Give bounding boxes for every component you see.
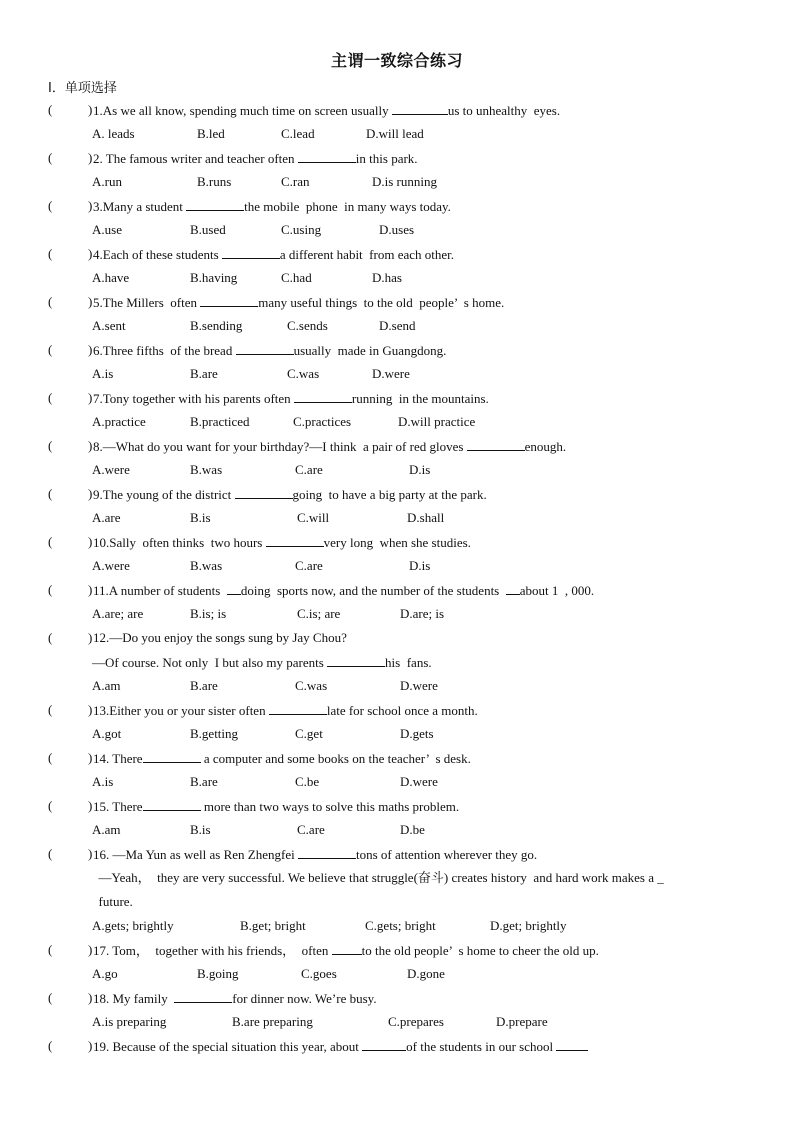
answer-paren-close: ) [88,798,93,813]
answer-blank [236,342,294,355]
answer-option: D.is running [372,174,437,189]
answer-option: C.are [295,462,323,477]
answer-option: D.prepare [496,1014,548,1029]
answer-option: C.goes [301,966,337,981]
question-text: us to unhealthy eyes. [447,103,561,118]
answer-blank [294,390,352,403]
answer-paren-open: ( [48,582,53,597]
answer-option: B.was [190,558,223,573]
question-text: 15. There [93,799,143,814]
question-text: his fans. [385,655,432,670]
answer-paren-close: ) [88,846,93,861]
answer-option: D.will lead [366,126,424,141]
answer-option: C.practices [293,414,352,429]
question-stem-line [93,846,537,863]
answer-blank [332,942,362,955]
answer-option: A.were [92,558,130,573]
question-stem-line [93,246,454,263]
question-stem-line [93,798,459,815]
question-stem-line [93,294,504,311]
answer-option: D.is [409,558,431,573]
question-text: tons of attention wherever they go. [355,847,538,862]
question-text: usually made in Guangdong. [293,343,447,358]
answer-paren-open: ( [48,198,53,213]
answer-option: B.practiced [190,414,250,429]
answer-paren-open: ( [48,846,53,861]
question-text: very long when she studies. [323,535,471,550]
question-stem-line [92,654,432,671]
question-text: enough. [524,439,567,454]
answer-option: C.gets; bright [365,918,436,933]
question-stem-line [93,750,471,767]
question-text: 17. Tom， together with his friends， often [93,943,332,958]
answer-blank [506,582,520,595]
answer-option: A.are; are [92,606,144,621]
answer-paren-open: ( [48,150,53,165]
question-text: 5.The Millers often [93,295,201,310]
answer-option: C.get [295,726,323,741]
question-text: 6.Three fifths of the bread [93,343,236,358]
answer-paren-open: ( [48,750,53,765]
answer-paren-close: ) [88,582,93,597]
answer-option: D.has [372,270,402,285]
answer-blank [362,1038,406,1051]
answer-option: B.having [190,270,238,285]
answer-blank [222,246,280,259]
answer-option: B.are [190,774,218,789]
answer-blank [235,486,293,499]
answer-paren-open: ( [48,630,53,645]
answer-paren-close: ) [88,102,93,117]
answer-option: C.was [295,678,328,693]
answer-option: A.run [92,174,122,189]
answer-paren-close: ) [88,390,93,405]
answer-option: A.is [92,366,114,381]
answer-paren-close: ) [88,990,93,1005]
answer-paren-open: ( [48,102,53,117]
answer-paren-close: ) [88,750,93,765]
answer-paren-open: ( [48,798,53,813]
answer-paren-close: ) [88,294,93,309]
question-text: 8.—What do you want for your birthday?—I think a pair of red gloves [93,439,467,454]
answer-option: A.were [92,462,130,477]
question-text: 13.Either you or your sister often [93,703,269,718]
question-stem-line [93,582,594,599]
question-text: —Yeah， they are very successful. We believe that struggle(奋斗) creates history and hard work makes a _ [92,870,664,885]
answer-option: A.are [92,510,121,525]
answer-paren-open: ( [48,1038,53,1053]
answer-paren-close: ) [88,438,93,453]
question-text: a different habit from each other. [279,247,454,262]
question-text: more than two ways to solve this maths problem. [200,799,460,814]
question-stem-line [93,942,599,959]
answer-option: C.will [297,510,330,525]
answer-blank [556,1038,588,1051]
answer-option: C.was [287,366,320,381]
answer-paren-close: ) [88,534,93,549]
question-stem-line [93,990,377,1007]
question-text: —Of course. Not only I but also my parents [92,655,328,670]
answer-option: D.gone [407,966,445,981]
question-text: 16. —Ma Yun as well as Ren Zhengfei [93,847,298,862]
answer-option: C.prepares [388,1014,444,1029]
question-text: the mobile phone in many ways today. [244,199,451,214]
answer-option: D.get; brightly [490,918,567,933]
answer-blank [266,534,324,547]
answer-option: C.lead [281,126,315,141]
answer-blank [200,294,258,307]
answer-option: B.used [190,222,226,237]
answer-paren-close: ) [88,702,93,717]
question-text: 10.Sally often thinks two hours [93,535,266,550]
answer-option: B.getting [190,726,239,741]
answer-option: B.led [197,126,225,141]
answer-option: C.sends [287,318,328,333]
answer-paren-close: ) [88,342,93,357]
question-text: 3.Many a student [93,199,187,214]
question-stem-line [93,390,489,407]
question-text: about 1 , 000. [519,583,595,598]
answer-option: B.is [190,510,211,525]
question-text: 7.Tony together with his parents often [93,391,294,406]
answer-blank [327,654,385,667]
question-stem-line [93,486,487,503]
answer-paren-open: ( [48,942,53,957]
answer-option: D.is [409,462,431,477]
answer-option: D.were [372,366,410,381]
answer-option: C.be [295,774,320,789]
answer-paren-close: ) [88,1038,93,1053]
answer-paren-open: ( [48,294,53,309]
question-stem-line [93,342,446,359]
question-stem-line [93,534,471,551]
question-stem-line [92,870,664,886]
answer-blank [143,750,201,763]
answer-option: C.had [281,270,312,285]
question-text: in this park. [355,151,418,166]
answer-option: D.are; is [400,606,445,621]
question-text: going to have a big party at the park. [292,487,487,502]
question-stem-line [93,702,478,719]
answer-blank [227,582,241,595]
answer-option: A.go [92,966,118,981]
answer-option: D.be [400,822,425,837]
question-text: 4.Each of these students [93,247,222,262]
question-stem-line [93,102,560,119]
question-text: for dinner now. We’re busy. [232,991,377,1006]
answer-blank [298,846,356,859]
question-text: 18. My family [93,991,175,1006]
question-text: doing sports now, and the number of the students [240,583,506,598]
question-text: 9.The young of the district [93,487,235,502]
answer-paren-open: ( [48,390,53,405]
answer-option: D.gets [400,726,434,741]
answer-option: D.will practice [398,414,476,429]
question-stem-line [93,198,451,215]
answer-option: B.is [190,822,211,837]
answer-blank [467,438,525,451]
question-stem-line [93,1038,588,1055]
question-text: of the students in our school [406,1039,557,1054]
answer-option: A. leads [92,126,135,141]
answer-paren-open: ( [48,342,53,357]
answer-option: A.am [92,678,121,693]
question-text: 2. The famous writer and teacher often [93,151,298,166]
answer-paren-open: ( [48,702,53,717]
answer-option: B.are preparing [232,1014,313,1029]
answer-paren-open: ( [48,246,53,261]
question-text: 11.A number of students [93,583,227,598]
question-text: to the old people’ s home to cheer the old up. [361,943,599,958]
answer-paren-open: ( [48,990,53,1005]
answer-paren-open: ( [48,534,53,549]
answer-paren-close: ) [88,630,93,645]
answer-option: C.are [297,822,325,837]
answer-option: B.was [190,462,223,477]
answer-option: A.got [92,726,122,741]
answer-paren-close: ) [88,198,93,213]
section-heading: I．单项选择 [48,81,117,96]
answer-paren-close: ) [88,246,93,261]
answer-option: D.uses [379,222,415,237]
question-text: 14. There [93,751,143,766]
answer-option: A.sent [92,318,126,333]
answer-paren-close: ) [88,942,93,957]
answer-option: B.going [197,966,239,981]
answer-paren-open: ( [48,486,53,501]
question-stem-line [93,630,347,646]
answer-paren-close: ) [88,150,93,165]
answer-option: D.were [400,678,438,693]
answer-blank [186,198,244,211]
question-stem-line [93,438,566,455]
answer-option: A.have [92,270,130,285]
answer-option: B.sending [190,318,243,333]
answer-option: C.using [281,222,322,237]
answer-option: A.is [92,774,114,789]
answer-option: A.gets; brightly [92,918,174,933]
answer-option: B.are [190,678,218,693]
answer-option: C.are [295,558,323,573]
answer-option: A.practice [92,414,146,429]
answer-option: D.were [400,774,438,789]
question-text: 19. Because of the special situation this year, about [93,1039,363,1054]
question-stem-line [93,150,418,167]
question-text: running in the mountains. [351,391,489,406]
question-stem-line [92,894,133,910]
answer-option: D.send [379,318,416,333]
question-text: a computer and some books on the teacher’ s desk. [200,751,471,766]
answer-option: A.is preparing [92,1014,167,1029]
answer-option: A.use [92,222,122,237]
answer-blank [143,798,201,811]
answer-option: B.is; is [190,606,227,621]
answer-blank [174,990,232,1003]
question-text: future. [92,894,133,909]
question-text: 1.As we all know, spending much time on screen usually [93,103,392,118]
answer-option: C.is; are [297,606,341,621]
answer-blank [392,102,448,115]
answer-option: D.shall [407,510,445,525]
question-text: 12.—Do you enjoy the songs sung by Jay Chou? [93,630,347,645]
answer-option: B.get; bright [240,918,306,933]
answer-option: B.runs [197,174,232,189]
answer-blank [269,702,327,715]
answer-paren-open: ( [48,438,53,453]
page-title: 主谓一致综合练习 [330,51,463,70]
answer-blank [298,150,356,163]
answer-option: B.are [190,366,218,381]
answer-option: C.ran [281,174,310,189]
question-text: late for school once a month. [326,703,478,718]
answer-paren-close: ) [88,486,93,501]
answer-option: A.am [92,822,121,837]
question-text: many useful things to the old people’ s home. [258,295,505,310]
